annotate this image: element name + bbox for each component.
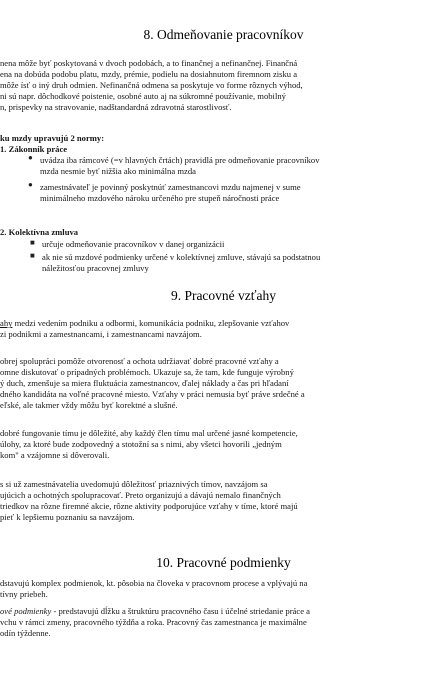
s9-p2-line-3: ý duch, zmenšuje sa miera fluktuácia zamestnancov, ďalej náklady a čas pri hľadaní bbox=[0, 378, 289, 388]
norm-2-title: 2. Kolektívna zmluva bbox=[0, 227, 79, 237]
s9-p2-line-5: eľské, ale takmer vždy môžu byť korektné a slušné. bbox=[0, 400, 178, 410]
s9-p2-line-2: omne diskutovať o prípadných problémoch. Ukazuje sa, že tam, kde funguje výrobný bbox=[0, 367, 294, 377]
norm-1-bullet-2-line-1: zamestnávateľ je povinný poskytnúť zamestnancovi mzdu najmenej v sume bbox=[40, 182, 301, 192]
s9-p4-line-3: triedkov na rôzne firemné akcie, rôzne aktivity podporujúce vzťahy v tíme, ktoré majú bbox=[0, 501, 298, 511]
s9-p1-line-2: zi podnikmi a zamestnancami, i zamestnancami navzájom. bbox=[0, 329, 202, 339]
s9-p1-line-1-text: medzi vedením podniku a odbormi, komunikácia podniku, zlepšovanie vzťahov bbox=[12, 318, 290, 328]
section-9-title: 9. Pracovné vzťahy bbox=[170, 288, 277, 303]
s10-p2-line-1 bbox=[0, 606, 310, 616]
s9-p4-line-2: ujúcich a ochotných spolupracovať. Preto organizujú a dávajú nemalo finančných bbox=[0, 490, 281, 500]
s10-p1-line-2: tívny priebeh. bbox=[0, 589, 48, 599]
s9-p3-line-1: dobré fungovanie tímu je dôležité, aby každý člen tímu mal určené jasné kompetencie, bbox=[0, 428, 298, 438]
s10-p2-line-2: vchu v rámci zmeny, pracovného týždňa a roka. Pracovný čas zamestnanca je maximálne bbox=[0, 617, 307, 627]
s8-intro-line-3: môže ísť o iný druh odmien. Nefinančná odmena sa poskytuje vo forme rôznych výhod, bbox=[0, 80, 303, 90]
square-bullet-icon: ■ bbox=[30, 238, 35, 247]
s9-p2-line-1: obrej spolupráci pomôže otvorenosť a ochota udržiavať dobré pracovné vzťahy a bbox=[0, 356, 279, 366]
section-8-title: 8. Odmeňovanie pracovníkov bbox=[143, 27, 304, 42]
s9-p1-line-1 bbox=[0, 318, 289, 328]
s8-intro-line-5: n, prispevky na stravovanie, nadštandardná zdravotná starostlivosť. bbox=[0, 102, 232, 112]
s9-p2-line-4: dného kandidáta na voľné pracovné miesto. Vzťahy v práci nemusia byť práve srdečné a bbox=[0, 389, 305, 399]
norm-1-title: 1. Zákonník práce bbox=[0, 144, 68, 154]
norms-heading: ku mzdy upravujú 2 normy: bbox=[0, 133, 105, 143]
norm-1-bullet-1-line-1: uvádza iba rámcové (=v hlavných črtách) pravidlá pre odmeňovanie pracovníkov bbox=[40, 155, 320, 165]
s9-p4-line-1: s si už zamestnávatelia uvedomujú dôležitosť priaznivých tímov, navzájom sa bbox=[0, 479, 268, 489]
s9-p1-underlined-term: ahy bbox=[0, 318, 13, 328]
s9-p3-line-2: úlohy, za ktoré bude zodpovedný a stotožní sa s nimi, aby všetci hovorili „jedným bbox=[0, 439, 282, 449]
s10-p2-line-3: odín týždenne. bbox=[0, 628, 51, 638]
s8-intro-line-4: ni sú napr. dôchodkové poistenie, osobné auto aj na súkromné používanie, mobilný bbox=[0, 91, 286, 101]
bullet-icon: ● bbox=[28, 180, 33, 189]
s9-p3-line-3: kom" a vzájomne si dôverovali. bbox=[0, 450, 110, 460]
bullet-icon: ● bbox=[28, 153, 33, 162]
s8-intro-line-1: nena môže byť poskytovaná v dvoch podobách, a to finančnej a nefinančnej. Finančná bbox=[0, 58, 298, 68]
norm-2-bullet-2-line-2: náležitosťou pracovnej zmluvy bbox=[42, 263, 149, 273]
section-10-title: 10. Pracovné podmienky bbox=[156, 555, 291, 570]
square-bullet-icon: ■ bbox=[30, 251, 35, 260]
s9-p4-line-4: pieť k lepšiemu poznaniu sa navzájom. bbox=[0, 512, 135, 522]
s10-p2-line-1-text: - predstavujú dĺžku a štruktúru pracovného času i účelné striedanie práce a bbox=[51, 606, 310, 616]
norm-2-bullet-1: určuje odmeňovanie pracovníkov v danej organizácii bbox=[42, 239, 225, 249]
s10-p1-line-1: dstavujú komplex podmienok, kt. pôsobia na človeka v pracovnom procese a vplývajú na bbox=[0, 578, 308, 588]
s10-p2-italic-term: ové podmienky bbox=[0, 606, 52, 616]
s8-intro-line-2: ena na dobúda podobu platu, mzdy, prémie, podielu na dosiahnutom firemnom zisku a bbox=[0, 69, 298, 79]
norm-2-bullet-2-line-1: ak nie sú mzdové podmienky určené v kolektívnej zmluve, stávajú sa podstatnou bbox=[42, 252, 321, 262]
norm-1-bullet-2-line-2: minimálneho mzdového nároku určeného pre stupeň náročnosti práce bbox=[40, 193, 280, 203]
norm-1-bullet-1-line-2: mzda nesmie byť nižšia ako minimálna mzda bbox=[40, 166, 196, 176]
